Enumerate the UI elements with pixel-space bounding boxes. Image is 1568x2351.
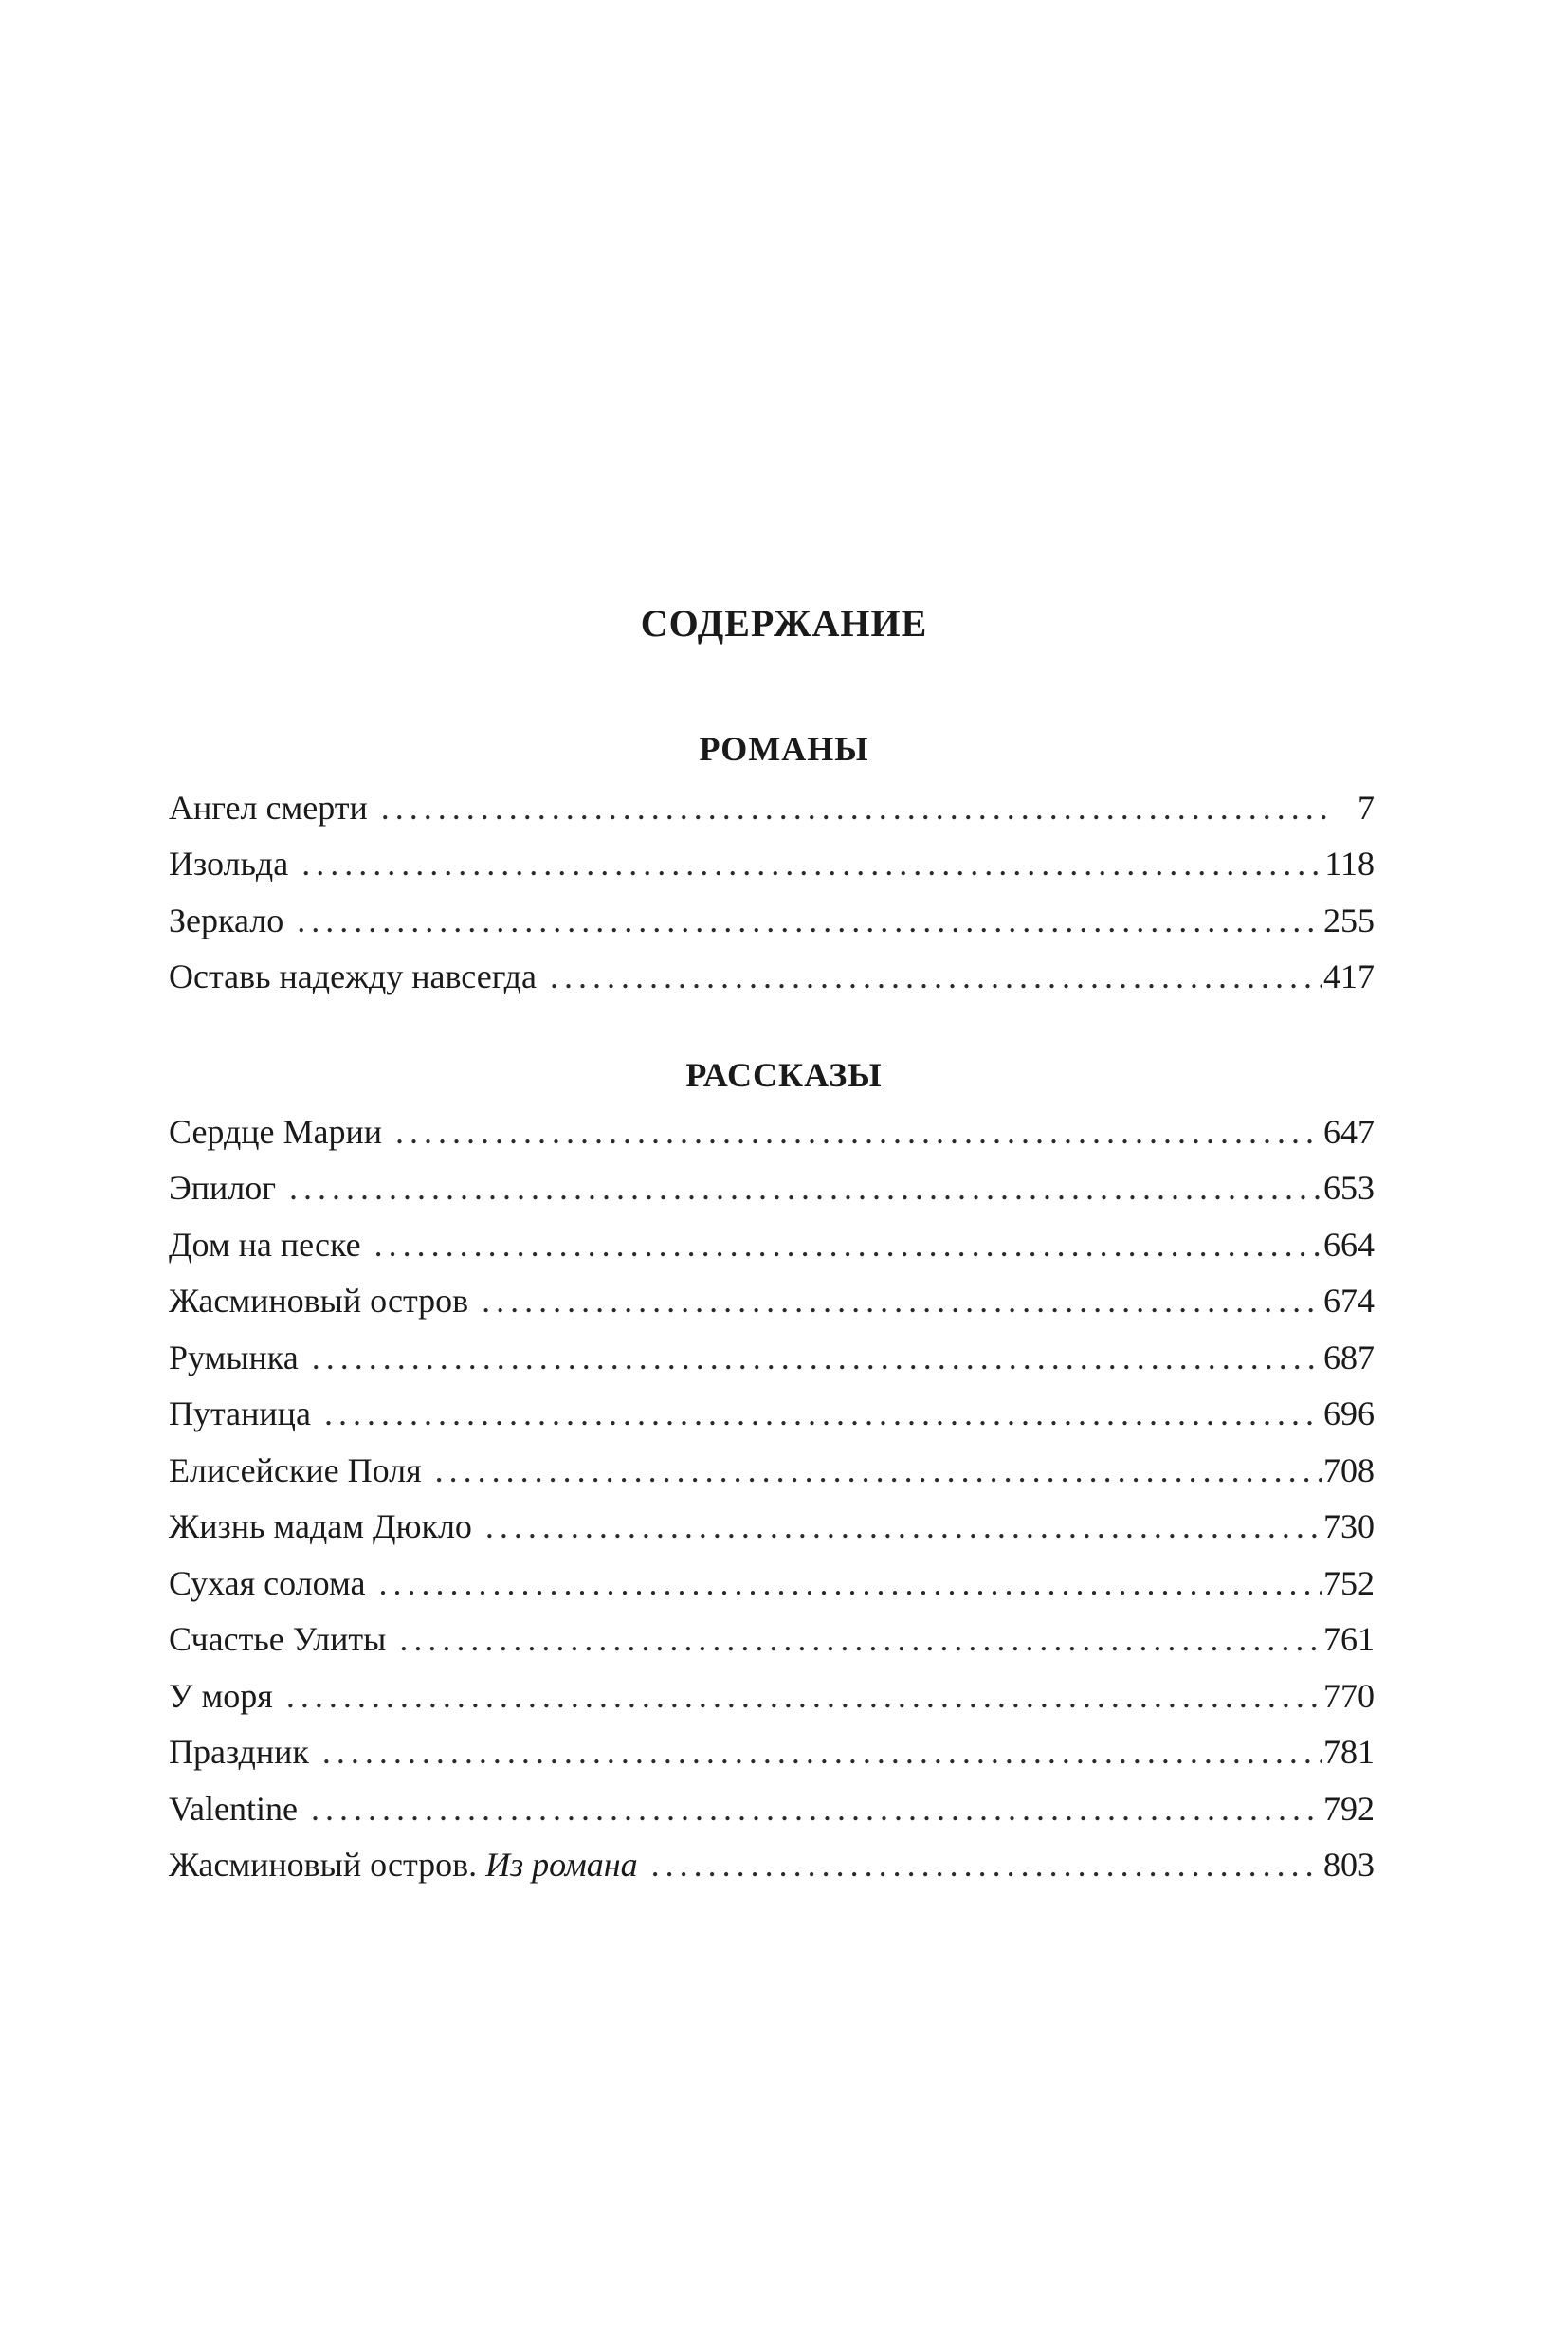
- dot-leader: [324, 1396, 1322, 1431]
- section-heading-novels: РОМАНЫ: [699, 730, 869, 768]
- entry-title: Valentine: [169, 1789, 298, 1828]
- entry-page-number: 255: [1323, 901, 1375, 939]
- toc-entry[interactable]: [169, 836, 1375, 893]
- entry-page-number: 708: [1323, 1450, 1375, 1489]
- toc-entry[interactable]: [169, 949, 1375, 1006]
- toc-entry[interactable]: [169, 1160, 1375, 1217]
- dot-leader: [289, 1171, 1322, 1205]
- toc-entry[interactable]: [169, 1612, 1375, 1668]
- dot-leader: [651, 1848, 1322, 1882]
- toc-entry[interactable]: [169, 1216, 1375, 1273]
- entry-title: Ангел смерти: [169, 788, 368, 827]
- entry-title: Счастье Улиты: [169, 1620, 387, 1659]
- toc-entry[interactable]: [169, 1837, 1375, 1894]
- entry-title: Оставь надежду навсегда: [169, 957, 537, 996]
- entry-page-number: 770: [1323, 1676, 1375, 1715]
- dot-leader: [550, 959, 1322, 993]
- entry-page-number: 664: [1323, 1225, 1375, 1264]
- entry-page-number: 653: [1323, 1169, 1375, 1208]
- entry-page-number: 118: [1324, 845, 1375, 884]
- entry-title: Сердце Марии: [169, 1112, 383, 1151]
- entry-page-number: 730: [1323, 1507, 1375, 1546]
- toc-entry[interactable]: [169, 1555, 1375, 1612]
- dot-leader: [482, 1284, 1322, 1318]
- entry-page-number: 7: [1358, 788, 1375, 827]
- dot-leader: [399, 1622, 1322, 1656]
- toc-entry[interactable]: [169, 1499, 1375, 1556]
- section-heading-stories: РАССКАЗЫ: [685, 1056, 883, 1094]
- dot-leader: [381, 791, 1331, 825]
- toc-entry[interactable]: [169, 1329, 1375, 1386]
- dot-leader: [374, 1228, 1322, 1262]
- entry-title: Сухая солома: [169, 1563, 366, 1602]
- entry-title: У моря: [169, 1676, 273, 1715]
- entry-page-number: 696: [1323, 1394, 1375, 1433]
- entry-title: Жизнь мадам Дюкло: [169, 1507, 472, 1546]
- entry-page-number: 761: [1323, 1620, 1375, 1659]
- entry-title: Путаница: [169, 1394, 311, 1433]
- entry-title: Дом на песке: [169, 1225, 361, 1264]
- entry-page-number: 417: [1323, 957, 1375, 996]
- entry-title: Елисейские Поля: [169, 1450, 422, 1489]
- entry-page-number: 803: [1323, 1846, 1375, 1885]
- dot-leader: [435, 1453, 1322, 1487]
- entry-page-number: 674: [1323, 1282, 1375, 1321]
- dot-leader: [312, 1340, 1322, 1375]
- entry-page-number: 752: [1323, 1563, 1375, 1602]
- dot-leader: [311, 1792, 1322, 1826]
- entry-title: Праздник: [169, 1733, 309, 1772]
- entry-title: Румынка: [169, 1338, 299, 1376]
- entry-title-text: Жасминовый остров.: [169, 1846, 478, 1885]
- dot-leader: [485, 1509, 1322, 1543]
- toc-entry[interactable]: [169, 1724, 1375, 1781]
- toc-entry[interactable]: [169, 1442, 1375, 1499]
- entry-title: Зеркало: [169, 901, 284, 939]
- toc-list-stories: [169, 1103, 1375, 1893]
- dot-leader: [395, 1115, 1322, 1149]
- toc-list-novels: [169, 779, 1375, 1005]
- toc-entry[interactable]: [169, 1273, 1375, 1330]
- toc-entry[interactable]: [169, 779, 1375, 836]
- entry-page-number: 781: [1323, 1733, 1375, 1772]
- dot-leader: [378, 1566, 1322, 1600]
- dot-leader: [297, 903, 1322, 938]
- toc-entry[interactable]: [169, 1103, 1375, 1160]
- toc-entry[interactable]: [169, 1386, 1375, 1443]
- dot-leader: [322, 1735, 1322, 1769]
- toc-entry[interactable]: [169, 892, 1375, 949]
- entry-title: Эпилог: [169, 1169, 277, 1208]
- entry-page-number: 647: [1323, 1112, 1375, 1151]
- entry-page-number: 687: [1323, 1338, 1375, 1376]
- dot-leader: [286, 1679, 1322, 1713]
- entry-title-with-subtitle: [169, 1846, 651, 1885]
- entry-title: Изольда: [169, 845, 289, 884]
- toc-title: СОДЕРЖАНИЕ: [640, 602, 928, 645]
- dot-leader: [301, 847, 1322, 881]
- entry-page-number: 792: [1323, 1789, 1375, 1828]
- toc-entry[interactable]: [169, 1780, 1375, 1837]
- toc-entry[interactable]: [169, 1668, 1375, 1724]
- entry-title: Жасминовый остров: [169, 1282, 469, 1321]
- entry-subtitle: Из романа: [485, 1846, 638, 1885]
